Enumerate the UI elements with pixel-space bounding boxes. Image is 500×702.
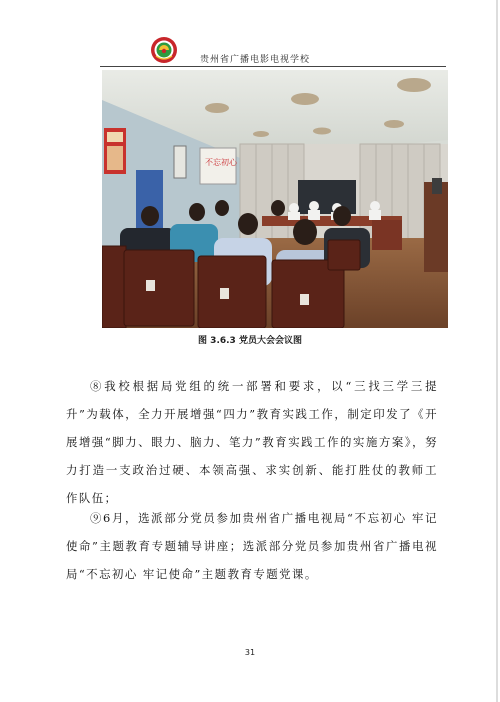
header-divider (100, 66, 446, 67)
meeting-photo (102, 70, 448, 328)
school-logo (150, 36, 178, 64)
figure-caption: 图 3.6.3 党员大会会议图 (198, 336, 302, 346)
page-number: 31 (244, 648, 256, 657)
page-edge-shadow (496, 0, 498, 702)
paragraph-item-8: ⑧我校根据局党组的统一部署和要求，以“三找三学三提升”为载体，全力开展增强“四力”教育实践工作，制定印发了《开展增强“脚力、眼力、脑力、笔力”教育实践工作的实施方案》，努力打造一支政治过硬、本领高强、求实创新、能打胜仗的教师工作队伍； (66, 379, 438, 505)
paragraph-item-9: ⑨6月，选派部分党员参加贵州省广播电视局“不忘初心 牢记使命”主题教育专题辅导讲座；选派部分党员参加贵州省广播电视局“不忘初心 牢记使命”主题教育专题党课。 (66, 511, 438, 581)
photo-banner-text: 不忘初心 (205, 158, 237, 167)
school-name-header: 贵州省广播电影电视学校 (200, 55, 311, 65)
